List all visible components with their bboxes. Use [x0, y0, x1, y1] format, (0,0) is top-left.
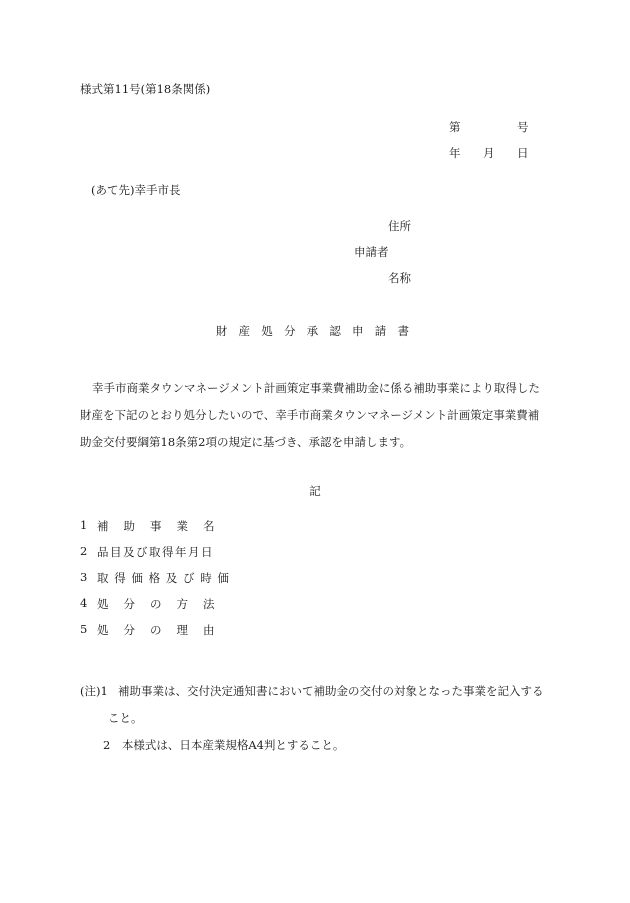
note-1-continuation: こと。 [108, 711, 143, 725]
document-number-suffix: 号 [517, 120, 529, 134]
date-month-label: 月 [483, 146, 495, 160]
date-day-label: 日 [517, 146, 529, 160]
item-label: 補助事業名 [97, 519, 230, 533]
document-number-label: 第 [449, 120, 461, 134]
form-number: 様式第11号(第18条関係) [80, 82, 211, 96]
item-label: 処分の理由 [97, 623, 230, 637]
document-title: 財産処分承認申請書 [215, 324, 421, 338]
applicant-label: 申請者 [354, 245, 389, 259]
name-label: 名称 [388, 271, 411, 285]
item-number: 4 [80, 596, 88, 610]
item-number: 2 [80, 544, 88, 558]
item-number: 1 [80, 518, 88, 532]
address-label: 住所 [388, 219, 411, 233]
item-label: 処分の方法 [97, 597, 230, 611]
item-label: 品目及び取得年月日 [97, 545, 214, 559]
body-paragraph: 幸手市商業タウンマネージメント計画策定事業費補助金に係る補助事業により取得した財産を下記のとおり処分したいので、幸手市商業タウンマネージメント計画策定事業費補助金交付要綱第18条第2項の規定に基づき、承認を申請します。 [80, 381, 540, 449]
date-year-label: 年 [449, 146, 461, 160]
ki-heading: 記 [309, 484, 321, 498]
addressee: (あて先)幸手市長 [91, 183, 181, 197]
item-number: 3 [80, 570, 88, 584]
item-label: 取得価格及び時価 [97, 571, 235, 585]
note-1-text: 補助事業は、交付決定通知書において補助金の交付の対象となった事業を記入する [118, 684, 544, 698]
note-2-text: 2 本様式は、日本産業規格A4判とすること。 [103, 738, 345, 752]
note-prefix: (注)1 [80, 684, 108, 698]
body-text [80, 375, 550, 456]
item-number: 5 [80, 622, 88, 636]
